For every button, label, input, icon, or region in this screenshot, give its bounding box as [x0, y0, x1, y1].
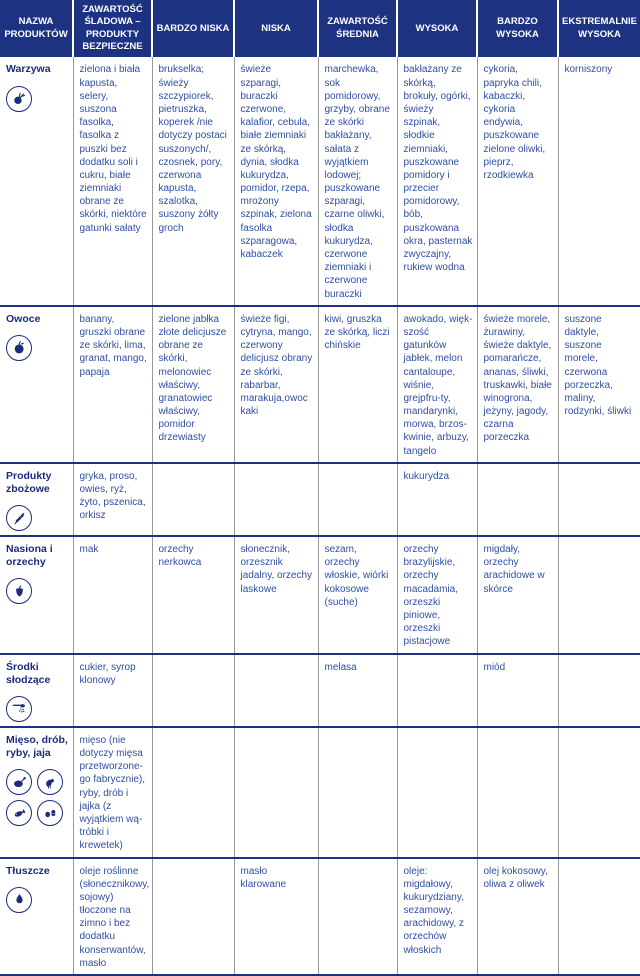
- table-cell: [318, 463, 397, 536]
- table-cell: migdały, orzechy arachidowe w skórce: [477, 536, 558, 654]
- table-cell: melasa: [318, 654, 397, 727]
- table-cell: miód: [477, 654, 558, 727]
- table-cell: sezam, orzechy włoskie, wiórki kokosowe (suche): [318, 536, 397, 654]
- header-cell: WYSOKA: [397, 0, 477, 57]
- table-cell: [558, 858, 640, 976]
- table-cell: [234, 654, 318, 727]
- table-cell: świeże figi, cytryna, mango, czerwony delicjusz obrany ze skórki, rabarbar, marakuja,owoc kaki: [234, 306, 318, 463]
- table-cell: [558, 536, 640, 654]
- category-label-cell: [0, 536, 73, 654]
- category-label-cell: [0, 57, 73, 305]
- header-cell: ZAWARTOŚĆ ŚLADOWA – PRODUKTY BEZPIECZNE: [73, 0, 152, 57]
- category-label: Nasiona i orzechy: [6, 543, 53, 569]
- table-cell: [397, 727, 477, 858]
- category-icons: [6, 769, 66, 826]
- table-row: [0, 536, 640, 654]
- table-row: [0, 654, 640, 727]
- header-cell: EKSTREMALNIE WYSOKA: [558, 0, 640, 57]
- category-icons: [6, 887, 66, 913]
- category-label-cell: [0, 858, 73, 976]
- table-cell: [152, 463, 234, 536]
- table-cell: banany, gruszki obrane ze skórki, lima, granat, mango, papaja: [73, 306, 152, 463]
- category-icons: [6, 696, 66, 722]
- table-row: [0, 727, 640, 858]
- table-cell: [234, 727, 318, 858]
- sugar-spoon-icon: [6, 696, 32, 722]
- table-cell: świeże morele, żurawiny, świeże daktyle, pomarańcze, ananas, śliwki, truskawki, białe winogrona, jeżyny, jagody, czarna porzeczka: [477, 306, 558, 463]
- table-row: [0, 57, 640, 305]
- table-cell: [558, 463, 640, 536]
- category-icons: [6, 335, 66, 361]
- header-cell: ZAWARTOŚĆ ŚREDNIA: [318, 0, 397, 57]
- table-cell: [152, 727, 234, 858]
- wheat-icon: [6, 505, 32, 531]
- table-cell: oleje roślinne (słonecznikowy, sojowy) tłoczone na zimno i bez dodatku konserwantów, masło: [73, 858, 152, 976]
- table-cell: świeże szparagi, buraczki czerwone, kalafior, cebula, białe ziemniaki ze skórką, dynia, słodka kukurydza, pomidor, rzepa, mrożony szpinak, zielona fasolka szparagowa, kabaczek: [234, 57, 318, 305]
- category-icons: [6, 505, 66, 531]
- category-label: Produkty zbożowe: [6, 469, 52, 495]
- category-label-cell: [0, 727, 73, 858]
- category-icons: [6, 86, 66, 112]
- table-cell: olej kokosowy, oliwa z oliwek: [477, 858, 558, 976]
- table-cell: zielona i biała kapusta, selery, suszona fasolka, fasolka z puszki bez dodatku soli i cukru, białe ziemniaki obrane ze skórki, niektóre gatunki sałaty: [73, 57, 152, 305]
- table-cell: orzechy nerkowca: [152, 536, 234, 654]
- header-cell: BARDZO WYSOKA: [477, 0, 558, 57]
- beet-icon: [6, 86, 32, 112]
- table-cell: zielone jabłka złote delicjusze obrane ze skórki, melonowiec właściwy, granatowiec właściwy, pomidor drzewiasty: [152, 306, 234, 463]
- table-cell: [558, 654, 640, 727]
- apple-icon: [6, 335, 32, 361]
- table-cell: awokado, więk-szość gatunków jabłek, melon cantaloupe, wiśnie, grejpfru-ty, mandarynki, morwa, brzos-kwinie, arbuzy, tangelo: [397, 306, 477, 463]
- acorn-icon: [6, 578, 32, 604]
- table-cell: mak: [73, 536, 152, 654]
- table-cell: kiwi, gruszka ze skórką, liczi chińskie: [318, 306, 397, 463]
- meat-icon: [6, 769, 32, 795]
- table-cell: orzechy brazylijskie, orzechy macadamia, orzeszki piniowe, orzeszki pistacjowe: [397, 536, 477, 654]
- category-icons: [6, 578, 66, 604]
- table-cell: brukselka; świeży szczypiorek, pietruszka, koperek /nie dotyczy postaci suszonych/, czosnek, pory, czerwona kapusta, szalotka, suszony żółty groch: [152, 57, 234, 305]
- table-cell: [558, 727, 640, 858]
- table-cell: mięso (nie dotyczy mięsa przetworzone-go fabrycznie), ryby, drób i jajka (z wyjątkiem wą-tróbki i krewetek): [73, 727, 152, 858]
- table-cell: [477, 463, 558, 536]
- table-cell: gryka, proso, owies, ryż, żyto, pszenica, orkisz: [73, 463, 152, 536]
- eggs-icon: [37, 800, 63, 826]
- oil-drop-icon: [6, 887, 32, 913]
- table-cell: [318, 727, 397, 858]
- category-label: Owoce: [6, 312, 41, 325]
- table-cell: słonecznik, orzesznik jadalny, orzechy laskowe: [234, 536, 318, 654]
- header-row: [0, 0, 640, 57]
- table-cell: [318, 858, 397, 976]
- category-label: Warzywa: [6, 63, 51, 76]
- table-row: [0, 306, 640, 463]
- table-cell: marchewka, sok pomidorowy, grzyby, obrane ze skórki bakłażany, sałata z wyjątkiem lodowej; puszkowane szparagi, czarne oliwki, słodka kukurydza, czerwone ziemniaki i czerwone buraczki: [318, 57, 397, 305]
- category-label-cell: [0, 654, 73, 727]
- category-label: Mięso, drób, ryby, jaja: [6, 733, 68, 759]
- table-cell: bakłażany ze skórką, brokuły, ogórki, świeży szpinak, słodkie ziemniaki, puszkowane pomidory i przecier pomidorowy, bób, puszkowana okra, pasternak zwyczajny, rukiew wodna: [397, 57, 477, 305]
- table-cell: kukurydza: [397, 463, 477, 536]
- category-label: Tłuszcze: [6, 864, 50, 877]
- header-cell: NAZWA PRODUKTÓW: [0, 0, 73, 57]
- category-label-cell: [0, 306, 73, 463]
- table-cell: [477, 727, 558, 858]
- table-row: [0, 463, 640, 536]
- table-cell: suszone daktyle, suszone morele, czerwona porzeczka, maliny, rodzynki, śliwki: [558, 306, 640, 463]
- table-body: [0, 57, 640, 975]
- category-label-cell: [0, 463, 73, 536]
- table-cell: [152, 858, 234, 976]
- table-cell: oleje: migdałowy, kukurydziany, sezamowy, arachidowy, z orzechów włoskich: [397, 858, 477, 976]
- table-cell: cukier, syrop klonowy: [73, 654, 152, 727]
- fish-icon: [6, 800, 32, 826]
- table-cell: [234, 463, 318, 536]
- poultry-icon: [37, 769, 63, 795]
- table-cell: korniszony: [558, 57, 640, 305]
- table-cell: [152, 654, 234, 727]
- table-cell: cykoria, papryka chili, kabaczki, cykoria endywia, puszkowane zielone oliwki, pieprz, rzodkiewka: [477, 57, 558, 305]
- table-cell: [397, 654, 477, 727]
- category-label: Środki słodzące: [6, 660, 51, 686]
- header-cell: BARDZO NISKA: [152, 0, 234, 57]
- table-cell: masło klarowane: [234, 858, 318, 976]
- table-row: [0, 858, 640, 976]
- header-cell: NISKA: [234, 0, 318, 57]
